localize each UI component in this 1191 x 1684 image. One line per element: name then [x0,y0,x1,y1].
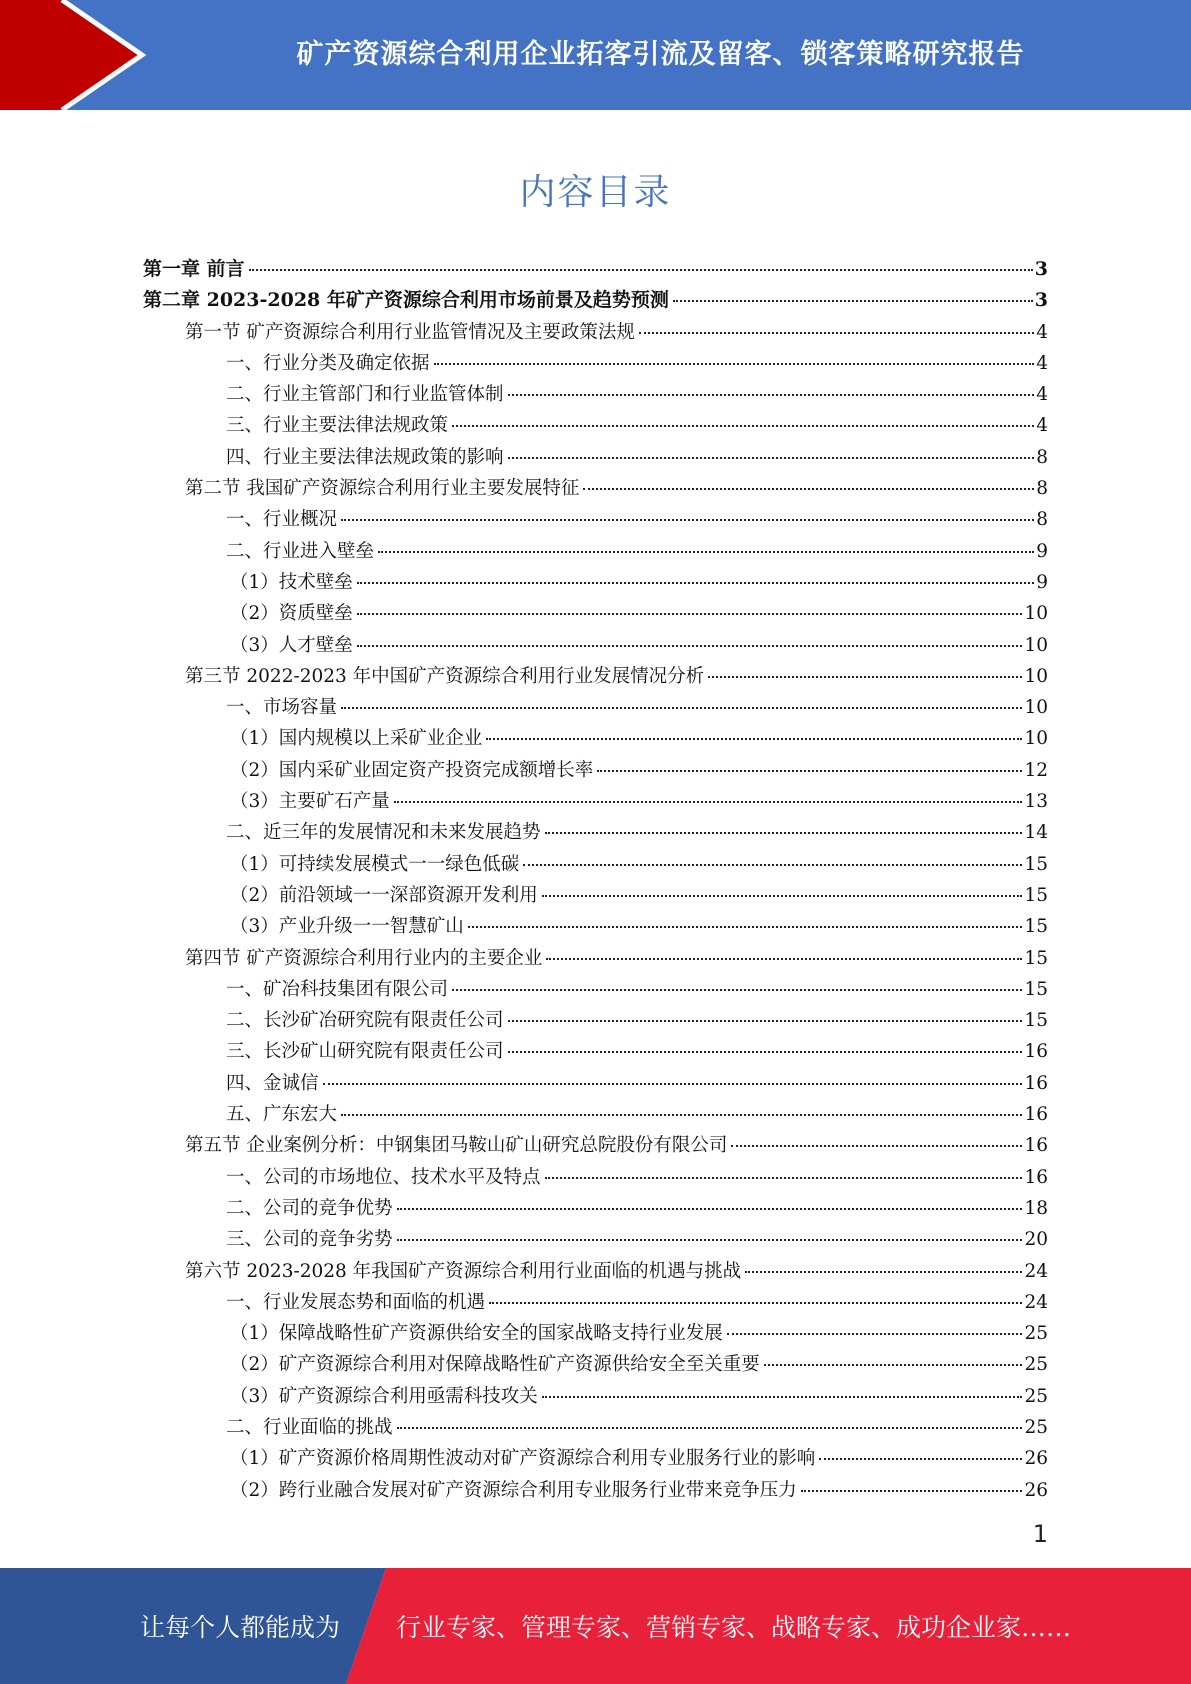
toc-dot-leader [542,1395,1023,1398]
toc-entry-text: 四、行业主要法律法规政策的影响 [226,446,504,468]
toc-entry[interactable] [143,1412,1048,1443]
toc-dot-leader [323,1082,1023,1085]
toc-entry[interactable] [143,974,1048,1005]
toc-entry-text: 二、行业面临的挑战 [226,1416,393,1438]
toc-entry[interactable] [143,504,1048,535]
toc-dot-leader [597,769,1022,772]
toc-dot-leader [394,800,1023,803]
footer-slogan-left: 让每个人都能成为 [140,1613,341,1642]
toc-entry-page: 16 [1024,1135,1048,1157]
toc-entry-page: 4 [1036,415,1048,437]
toc-entry-page: 16 [1024,1041,1048,1063]
toc-dot-leader [357,581,1034,584]
toc-entry[interactable] [143,911,1048,942]
toc-dot-leader [397,1207,1023,1210]
toc-entry-page: 8 [1036,509,1048,531]
toc-entry-text: （3）产业升级一一智慧矿山 [230,916,464,938]
toc-entry[interactable] [143,1381,1048,1412]
toc-entry[interactable] [143,285,1048,316]
toc-dot-leader [727,1332,1023,1335]
toc-entry[interactable] [143,473,1048,504]
page-header [0,0,1191,110]
toc-entry-text: （2）资质壁垒 [230,603,353,625]
toc-dot-leader [341,518,1034,521]
footer-slogan-right: 行业专家、管理专家、营销专家、战略专家、成功企业家…… [396,1613,1072,1642]
toc-dot-leader [486,737,1022,740]
toc-dot-leader [673,299,1033,302]
toc-entry-text: 二、近三年的发展情况和未来发展趋势 [226,822,541,844]
toc-entry[interactable] [143,254,1048,285]
toc-dot-leader [819,1457,1022,1460]
toc-entry-page: 15 [1024,947,1048,969]
toc-entry-text: （1）国内规模以上采矿业企业 [230,728,483,750]
toc-entry[interactable] [143,692,1048,723]
toc-entry[interactable] [143,849,1048,880]
toc-entry-page: 13 [1024,791,1048,813]
toc-entry[interactable] [143,536,1048,567]
toc-entry[interactable] [143,317,1048,348]
toc-entry-page: 10 [1024,634,1048,656]
toc-entry[interactable] [143,348,1048,379]
toc-dot-leader [452,424,1034,427]
toc-entry-page: 12 [1024,759,1048,781]
toc-entry[interactable] [143,880,1048,911]
toc-entry-text: （2）跨行业融合发展对矿产资源综合利用专业服务行业带来竞争压力 [230,1479,797,1501]
toc-dot-leader [508,1019,1023,1022]
toc-entry[interactable] [143,1162,1048,1193]
toc-entry-page: 24 [1024,1291,1048,1313]
table-of-contents [143,254,1048,1506]
toc-entry-text: 第五节 企业案例分析：中钢集团马鞍山矿山研究总院股份有限公司 [185,1135,728,1157]
toc-entry-text: 第一章 前言 [143,258,245,280]
toc-entry-text: （3）矿产资源综合利用亟需科技攻关 [230,1385,538,1407]
toc-entry-page: 15 [1024,884,1048,906]
toc-entry[interactable] [143,1130,1048,1161]
toc-entry-text: 第四节 矿产资源综合利用行业内的主要企业 [185,947,543,969]
toc-entry-page: 15 [1024,853,1048,875]
toc-entry-text: （2）前沿领域一一深部资源开发利用 [230,884,538,906]
toc-entry-text: （2）矿产资源综合利用对保障战略性矿产资源供给安全至关重要 [230,1354,760,1376]
toc-entry-text: 三、行业主要法律法规政策 [226,415,449,437]
toc-entry-text: （3）人才壁垒 [230,634,353,656]
toc-entry[interactable] [143,567,1048,598]
toc-entry[interactable] [143,943,1048,974]
toc-entry-page: 9 [1036,540,1048,562]
toc-entry[interactable] [143,1318,1048,1349]
toc-entry-page: 26 [1024,1448,1048,1470]
toc-entry-page: 10 [1024,697,1048,719]
toc-dot-leader [731,1144,1022,1147]
toc-dot-leader [545,831,1023,834]
toc-entry-text: 三、长沙矿山研究院有限责任公司 [226,1041,504,1063]
toc-entry-page: 25 [1024,1323,1048,1345]
toc-entry-text: 一、行业发展态势和面临的机遇 [226,1291,486,1313]
toc-entry-page: 24 [1024,1260,1048,1282]
toc-entry-page: 15 [1024,1010,1048,1032]
toc-entry-page: 3 [1034,289,1048,312]
toc-dot-leader [546,957,1022,960]
toc-entry[interactable] [143,1099,1048,1130]
toc-entry-page: 25 [1024,1385,1048,1407]
toc-dot-leader [508,1050,1023,1053]
toc-entry[interactable] [143,723,1048,754]
toc-entry[interactable] [143,379,1048,410]
toc-dot-leader [468,925,1023,928]
toc-dot-leader [745,1270,1022,1273]
toc-entry-text: 一、公司的市场地位、技术水平及特点 [226,1166,541,1188]
toc-entry-page: 16 [1024,1072,1048,1094]
toc-dot-leader [452,988,1022,991]
toc-entry-text: 第一节 矿产资源综合利用行业监管情况及主要政策法规 [185,321,635,343]
toc-entry[interactable] [143,1005,1048,1036]
toc-entry[interactable] [143,755,1048,786]
toc-entry-page: 26 [1024,1479,1048,1501]
toc-entry[interactable] [143,442,1048,473]
toc-dot-leader [357,612,1023,615]
toc-entry-page: 10 [1024,728,1048,750]
toc-entry-page: 3 [1034,258,1048,280]
page-number: 1 [1032,1520,1048,1548]
toc-entry-page: 14 [1024,822,1048,844]
toc-entry-text: 四、金诚信 [226,1072,319,1094]
toc-entry-text: 一、矿冶科技集团有限公司 [226,978,449,1000]
toc-entry-page: 18 [1024,1197,1048,1219]
page-footer [0,1568,1191,1684]
toc-entry[interactable] [143,630,1048,661]
toc-entry-text: （1）保障战略性矿产资源供给安全的国家战略支持行业发展 [230,1323,723,1345]
toc-entry-page: 4 [1036,352,1048,374]
toc-entry-page: 16 [1024,1104,1048,1126]
toc-entry[interactable] [143,661,1048,692]
toc-entry-text: （2）国内采矿业固定资产投资完成额增长率 [230,759,594,781]
toc-entry-text: 第六节 2023-2028 年我国矿产资源综合利用行业面临的机遇与挑战 [185,1260,742,1282]
toc-dot-leader [249,268,1033,271]
toc-entry-text: 第二章 2023-2028 年矿产资源综合利用市场前景及趋势预测 [143,289,669,312]
toc-entry-page: 10 [1024,665,1048,687]
toc-dot-leader [708,675,1022,678]
toc-entry-page: 20 [1024,1229,1048,1251]
toc-entry-text: 二、行业进入壁垒 [226,540,375,562]
toc-dot-leader [542,894,1023,897]
toc-entry-page: 4 [1036,384,1048,406]
toc-dot-leader [508,456,1035,459]
toc-dot-leader [545,1176,1023,1179]
toc-dot-leader [341,706,1022,709]
toc-entry-text: 第二节 我国矿产资源综合利用行业主要发展特征 [185,478,580,500]
toc-entry[interactable] [143,598,1048,629]
toc-entry[interactable] [143,817,1048,848]
toc-dot-leader [341,1113,1022,1116]
toc-entry-text: 二、长沙矿冶研究院有限责任公司 [226,1010,504,1032]
toc-entry-text: 二、行业主管部门和行业监管体制 [226,384,504,406]
toc-entry[interactable] [143,786,1048,817]
toc-entry-text: （3）主要矿石产量 [230,791,390,813]
toc-entry-text: （1）矿产资源价格周期性波动对矿产资源综合利用专业服务行业的影响 [230,1448,816,1470]
toc-entry[interactable] [143,1224,1048,1255]
header-title: 矿产资源综合利用企业拓客引流及留客、锁客策略研究报告 [296,38,1025,70]
toc-entry-text: （1）可持续发展模式一一绿色低碳 [230,853,520,875]
toc-dot-leader [378,550,1034,553]
toc-entry[interactable] [143,1256,1048,1287]
toc-entry[interactable] [143,1036,1048,1067]
toc-entry-text: （1）技术壁垒 [230,571,353,593]
toc-dot-leader [397,1426,1023,1429]
toc-dot-leader [639,331,1034,334]
toc-entry[interactable] [143,1443,1048,1474]
toc-dot-leader [357,644,1023,647]
toc-entry-page: 8 [1036,446,1048,468]
toc-dot-leader [508,393,1035,396]
toc-title: 内容目录 [519,172,672,213]
toc-entry-text: 五、广东宏大 [226,1104,338,1126]
toc-entry[interactable] [143,1287,1048,1318]
toc-entry-text: 一、市场容量 [226,697,338,719]
toc-entry-page: 16 [1024,1166,1048,1188]
toc-entry-text: 二、公司的竞争优势 [226,1197,393,1219]
toc-entry[interactable] [143,1475,1048,1506]
toc-entry-page: 15 [1024,916,1048,938]
toc-dot-leader [397,1238,1023,1241]
toc-dot-leader [489,1301,1022,1304]
toc-entry-text: 第三节 2022-2023 年中国矿产资源综合利用行业发展情况分析 [185,665,705,687]
toc-dot-leader [583,487,1034,490]
toc-entry-page: 4 [1036,321,1048,343]
toc-entry[interactable] [143,1193,1048,1224]
toc-entry-text: 一、行业分类及确定依据 [226,352,430,374]
toc-entry-page: 8 [1036,478,1048,500]
toc-dot-leader [523,863,1022,866]
toc-entry-page: 25 [1024,1416,1048,1438]
toc-entry-page: 10 [1024,603,1048,625]
toc-entry[interactable] [143,1068,1048,1099]
toc-entry-text: 三、公司的竞争劣势 [226,1229,393,1251]
toc-entry-page: 15 [1024,978,1048,1000]
toc-entry[interactable] [143,410,1048,441]
toc-dot-leader [801,1489,1023,1492]
toc-entry[interactable] [143,1349,1048,1380]
toc-dot-leader [764,1363,1023,1366]
toc-entry-text: 一、行业概况 [226,509,338,531]
toc-entry-page: 9 [1036,571,1048,593]
toc-dot-leader [434,362,1035,365]
toc-entry-page: 25 [1024,1354,1048,1376]
